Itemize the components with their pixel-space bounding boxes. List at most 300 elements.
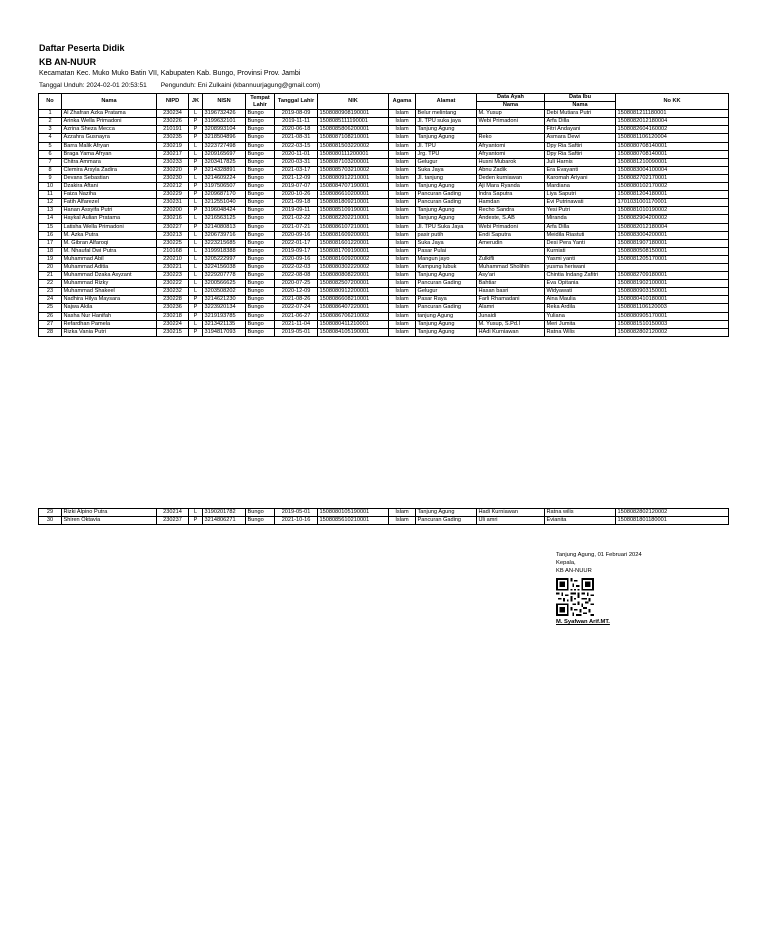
table-cell: 230220 [157,166,189,174]
table-cell: Yuliana [545,312,616,320]
table-cell: 2021-10-16 [275,517,318,525]
table-cell: Widyawati [545,288,616,296]
table-cell: 1508087103200001 [318,158,389,166]
table-cell: 2020-03-31 [275,158,318,166]
table-cell: 3229207778 [203,272,246,280]
table-cell: 1508080708140001 [616,142,729,150]
table-cell: Muhammad Aditia [62,263,157,271]
table-cell: Bungo [246,509,275,517]
table-cell: 1508081709190001 [318,247,389,255]
table-cell: Jrg. TPU [416,150,477,158]
table-cell: L [189,320,203,328]
table-cell: 3223215685 [203,239,246,247]
table-cell: 1508082702170001 [616,174,729,182]
table-cell: Jl. tanjung [416,174,477,182]
table-cell: Yesi Putri [545,207,616,215]
col-tanggal-lahir: Tanggal Lahir [275,94,318,110]
table-cell: 21 [39,272,62,280]
table-cell: 1508080903150001 [616,288,729,296]
table-row [39,231,729,239]
table-cell: Fatih Alfarezel [62,199,157,207]
table-cell: L [189,142,203,150]
table-cell: Bungo [246,199,275,207]
table-cell: 1508081205170001 [616,255,729,263]
student-table-continued [38,508,729,525]
table-cell: 26 [39,312,62,320]
table-cell: Webi Primadoni [477,223,545,231]
table-cell: 1508081106120003 [616,304,729,312]
table-cell: 230232 [157,288,189,296]
table-cell: 1508082802120002 [616,328,729,336]
table-cell: 2019-05-01 [275,328,318,336]
table-cell: 1508086608210001 [318,296,389,304]
table-cell: 20 [39,263,62,271]
table-cell: Bungo [246,239,275,247]
table-row [39,174,729,182]
table-cell: Pancuran Gading [416,517,477,525]
table-cell: Bungo [246,126,275,134]
table-cell: 9 [39,174,62,182]
table-cell: 3199918388 [203,247,246,255]
table-cell: Islam [389,255,416,263]
table-cell: Islam [389,231,416,239]
table-cell: 1701031001170001 [616,199,729,207]
table-cell: P [189,517,203,525]
table-cell: Bungo [246,517,275,525]
table-cell: 3214609224 [203,174,246,182]
table-cell: 1508083004100004 [616,166,729,174]
table-cell: 3199632101 [203,118,246,126]
table-cell: 22 [39,280,62,288]
table-cell: Evianita [545,517,616,525]
table-cell: 230215 [157,328,189,336]
signature-role: Kepala, [556,560,576,566]
table-row [39,280,729,288]
table-cell: 230226 [157,118,189,126]
table-cell: Dzakira Aftani [62,183,157,191]
table-cell: 6 [39,150,62,158]
download-meta [39,82,320,89]
table-cell: yusma heriwani [545,263,616,271]
table-cell: Junaidi [477,312,545,320]
table-cell: 230236 [157,304,189,312]
table-cell: 1508080508150001 [616,247,729,255]
table-cell: 1508086610200001 [318,191,389,199]
table-cell: 5 [39,142,62,150]
table-cell: Islam [389,517,416,525]
table-cell: 1508081809210001 [318,199,389,207]
table-row [39,191,729,199]
table-row [39,320,729,328]
table-cell [477,126,545,134]
table-cell: Chitra Ammara [62,158,157,166]
table-cell: Rizki Alpino Putra [62,509,157,517]
table-cell: 1 [39,110,62,118]
table-cell: 1508082202210001 [318,215,389,223]
table-cell: 1508085109190001 [318,207,389,215]
table-cell: 3209687170 [203,191,246,199]
table-cell: Bungo [246,110,275,118]
table-cell: 3205222997 [203,255,246,263]
table-cell: 3196732426 [203,110,246,118]
table-cell: 3206739716 [203,231,246,239]
download-date: Tanggal Unduh: 2024-02-01 20:53:51 [39,82,147,89]
table-cell: Bungo [246,296,275,304]
table-cell: Abnu Zadik [477,166,545,174]
table-cell: Faiza Naziha [62,191,157,199]
table-cell: 1508082012180004 [616,223,729,231]
table-cell: 11 [39,191,62,199]
table-row [39,118,729,126]
table-cell: Yasmi yanti [545,255,616,263]
table-cell: 25 [39,304,62,312]
table-cell: Braga Yama Afryan [62,150,157,158]
table-cell: 1508085610210001 [318,517,389,525]
table-cell: Jl. TPU suka jaya [416,118,477,126]
table-cell: Islam [389,126,416,134]
table-cell: Clemira Arsyla Zadira [62,166,157,174]
table-cell: 2022-07-24 [275,304,318,312]
table-cell: Meri Jumita [545,320,616,328]
table-cell: Pancuran Gading [416,199,477,207]
col-no-kk: No KK [616,94,729,110]
table-cell: Hanan Assyifa Putri [62,207,157,215]
table-cell: 1508081609200001 [318,231,389,239]
table-cell: 8 [39,166,62,174]
table-cell: 28 [39,328,62,336]
table-cell: P [189,134,203,142]
table-cell: 1508081907180001 [616,239,729,247]
table-cell: P [189,223,203,231]
table-cell: M. Azka Putra [62,231,157,239]
table-cell: 3216563125 [203,215,246,223]
table-cell: 14 [39,215,62,223]
table-cell: 1508080905170001 [616,312,729,320]
table-cell: Ratna Wilis [545,328,616,336]
table-row [39,150,729,158]
table-cell: Islam [389,191,416,199]
table-cell: 29 [39,509,62,517]
table-cell: Bungo [246,223,275,231]
table-cell: L [189,509,203,517]
table-cell: 230216 [157,215,189,223]
table-cell: Dpy Ria Saftiri [545,142,616,150]
table-cell: Latisha Wella Primadoni [62,223,157,231]
table-cell: 220210 [157,255,189,263]
table-cell: 1508084707190001 [318,183,389,191]
table-cell: Bungo [246,207,275,215]
table-cell: Pancuran Gading [416,304,477,312]
table-cell: 2020-12-09 [275,288,318,296]
table-cell: Bungo [246,255,275,263]
table-cell: Haykal Aulian Pratama [62,215,157,223]
table-cell: 2021-11-04 [275,320,318,328]
table-cell: 2019-09-17 [275,247,318,255]
table-cell: 1508082012180004 [616,118,729,126]
col-agama: Agama [389,94,416,110]
table-cell: 1508081210090001 [616,158,729,166]
table-cell: 1508085111190001 [318,118,389,126]
table-cell: M. Gibran Alfaroqi [62,239,157,247]
table-cell: 3214080813 [203,223,246,231]
col-tempat-lahir: Tempat Lahir [246,94,275,110]
table-cell: 2019-05-01 [275,509,318,517]
table-cell: Era Evayanti [545,166,616,174]
table-cell: Arinka Wella Primadoni [62,118,157,126]
table-cell [616,263,729,271]
table-cell: 12 [39,199,62,207]
table-cell: M. Yusup, S.Pd.I [477,320,545,328]
table-cell: 1508085806200001 [318,126,389,134]
table-cell: 220212 [157,183,189,191]
table-cell: 1508081609200002 [318,255,389,263]
col-nama: Nama [62,94,157,110]
table-cell: 3214328891 [203,166,246,174]
table-cell: 3194817093 [203,328,246,336]
table-cell: P [189,126,203,134]
table-cell: Pancuran Gading [416,280,477,288]
table-row [39,239,729,247]
table-cell: 2020-07-25 [275,280,318,288]
table-cell: 3213421135 [203,320,246,328]
table-cell: 19 [39,255,62,263]
table-cell: Bungo [246,158,275,166]
table-cell: Indra Saputra [477,191,545,199]
table-cell: 2021-03-17 [275,166,318,174]
table-cell: Islam [389,158,416,166]
table-cell: 10 [39,183,62,191]
table-cell: 2021-08-31 [275,134,318,142]
table-row [39,509,729,517]
table-cell: 1508080102170002 [616,183,729,191]
table-row [39,296,729,304]
table-cell: 7 [39,158,62,166]
table-cell: Bungo [246,263,275,271]
table-cell: Bungo [246,183,275,191]
table-cell: Islam [389,304,416,312]
table-cell: 230221 [157,263,189,271]
table-cell: Suka Jaya [416,166,477,174]
table-cell: Rizka Vania Putri [62,328,157,336]
table-cell: Andeste, S.AB [477,215,545,223]
table-cell: 1508080708140001 [616,150,729,158]
signer-name: M. Syafwan Arif.MT. [556,619,610,625]
table-cell: 3197506507 [203,183,246,191]
student-table [38,93,729,337]
table-cell: Islam [389,312,416,320]
table-cell: Debi Mutiara Putri [545,110,616,118]
table-cell: P [189,166,203,174]
table-cell: Chintia Indang Zafitri [545,272,616,280]
table-cell: Recho Sandra [477,207,545,215]
table-cell: L [189,231,203,239]
table-row [39,199,729,207]
table-cell: 3209165697 [203,150,246,158]
table-cell: 2020-06-18 [275,126,318,134]
region-info: Kecamatan Kec. Muko Muko Batin VII, Kabupaten Kab. Bungo, Provinsi Prov. Jambi [39,70,301,77]
table-cell: Islam [389,320,416,328]
table-cell: Karomah Ariyani [545,174,616,182]
table-cell: Meidila Riastuti [545,231,616,239]
table-cell: Muhammad Rizky [62,280,157,288]
table-cell: 230231 [157,199,189,207]
table-cell: 230227 [157,223,189,231]
table-cell: Muhammad Dzaka Asyzant [62,272,157,280]
table-cell: Bungo [246,134,275,142]
table-cell: Amerudin [477,239,545,247]
table-cell: 1508082709180001 [616,272,729,280]
table-cell: 1508081601220001 [318,239,389,247]
col-no: No [39,94,62,110]
table-cell: Tanjung Agung [416,328,477,336]
table-cell: Devans Sebastian [62,174,157,182]
table-cell: 2021-08-26 [275,296,318,304]
table-cell: Suka Jaya [416,239,477,247]
table-cell: Tanjung Agung [416,272,477,280]
table-cell: Tanjung Agung [416,134,477,142]
table-cell: 230230 [157,174,189,182]
table-cell: Hasan basri [477,288,545,296]
table-cell: Islam [389,328,416,336]
table-cell: Asy'ari [477,272,545,280]
table-cell: 1508080411210001 [318,320,389,328]
table-cell: Liya Saputri [545,191,616,199]
table-cell: 3190201782 [203,509,246,517]
table-cell: L [189,272,203,280]
table-cell: 2020-11-01 [275,150,318,158]
table-cell: Eva Opitania [545,280,616,288]
table-cell: 2021-12-09 [275,174,318,182]
table-cell: 2020-09-16 [275,231,318,239]
table-cell: Islam [389,166,416,174]
table-cell: 3224156038 [203,263,246,271]
table-cell: Farli Rhamadani [477,296,545,304]
table-cell: 230234 [157,110,189,118]
table-cell: 2019-08-09 [275,110,318,118]
table-cell: 1508081801180001 [616,517,729,525]
table-cell: Dpy Ria Saftiri [545,150,616,158]
table-cell: 1508080302220002 [318,263,389,271]
table-cell: 1508080912210001 [318,174,389,182]
table-cell: Pasar Raya [416,296,477,304]
table-cell: 2021-06-27 [275,312,318,320]
table-cell: Bungo [246,312,275,320]
table-cell: L [189,174,203,182]
table-cell: 230237 [157,517,189,525]
table-cell: 1508082904200002 [616,215,729,223]
table-cell: Muhammad Abil [62,255,157,263]
table-cell: 230225 [157,239,189,247]
table-cell: 2021-09-18 [275,199,318,207]
table-cell: 230228 [157,296,189,304]
table-cell: 15 [39,223,62,231]
table-row [39,110,729,118]
table-cell: Nadhira Hilya Maysara [62,296,157,304]
table-cell: Bungo [246,150,275,158]
table-row [39,126,729,134]
table-row [39,328,729,336]
table-cell: Islam [389,134,416,142]
table-cell: 30 [39,517,62,525]
table-cell: Mangun jayo [416,255,477,263]
table-row [39,215,729,223]
table-cell: Islam [389,280,416,288]
table-cell: Belur melintang [416,110,477,118]
table-cell: Islam [389,150,416,158]
table-cell: 2022-02-03 [275,263,318,271]
col-ibu-nama: Nama [545,102,616,110]
table-cell: Endi Saputra [477,231,545,239]
table-cell: 3214806271 [203,517,246,525]
table-cell: Bungo [246,247,275,255]
table-cell: 210191 [157,126,189,134]
table-cell: L [189,239,203,247]
table-row [39,517,729,525]
table-cell: 1508082507200001 [318,280,389,288]
table-cell: P [189,183,203,191]
table-cell: Bahtiar [477,280,545,288]
table-cell: Islam [389,509,416,517]
table-row [39,304,729,312]
table-cell: 1508081204180001 [616,191,729,199]
table-row [39,142,729,150]
table-cell: Islam [389,199,416,207]
table-cell: 3223727498 [203,142,246,150]
table-cell: Bungo [246,166,275,174]
table-cell: Gelugur [416,158,477,166]
table-cell: 3212551040 [203,199,246,207]
table-cell: 2022-03-15 [275,142,318,150]
table-cell: Bungo [246,231,275,239]
school-name: KB AN-NUUR [39,57,97,67]
table-cell: 230222 [157,280,189,288]
table-cell: Islam [389,239,416,247]
table-cell: 1508081902100001 [616,280,729,288]
table-cell: 3219193785 [203,312,246,320]
table-cell: 1508086407220001 [318,304,389,312]
table-cell: 3218504896 [203,134,246,142]
table-cell: Hadi Kurniawan [477,509,545,517]
table-cell: 23 [39,288,62,296]
table-cell: 1508084105190001 [318,328,389,336]
table-cell: Muhammad Shakeel [62,288,157,296]
col-nik: NIK [318,94,389,110]
table-cell: 1508086706210002 [318,312,389,320]
table-cell: 2021-02-22 [275,215,318,223]
table-cell: 3214621230 [203,296,246,304]
table-cell: Azzahra Gusnayra [62,134,157,142]
table-row [39,166,729,174]
table-cell: Islam [389,142,416,150]
table-cell: L [189,255,203,263]
table-cell: M. Nhaufal Dwi Putra [62,247,157,255]
table-cell: 3200566625 [203,280,246,288]
col-jk: JK [189,94,203,110]
table-cell: 2020-10-26 [275,191,318,199]
table-cell: Bungo [246,272,275,280]
table-cell: Islam [389,296,416,304]
table-cell: 1508081010190002 [616,207,729,215]
table-cell: 230217 [157,150,189,158]
table-cell: P [189,191,203,199]
table-cell: Bungo [246,191,275,199]
table-cell: 230235 [157,134,189,142]
table-cell: 2019-11-11 [275,118,318,126]
col-data-ayah: Data Ayah [477,94,545,102]
table-cell: HAdi Kurniawan [477,328,545,336]
table-row [39,312,729,320]
table-cell: Gelugur [416,288,477,296]
